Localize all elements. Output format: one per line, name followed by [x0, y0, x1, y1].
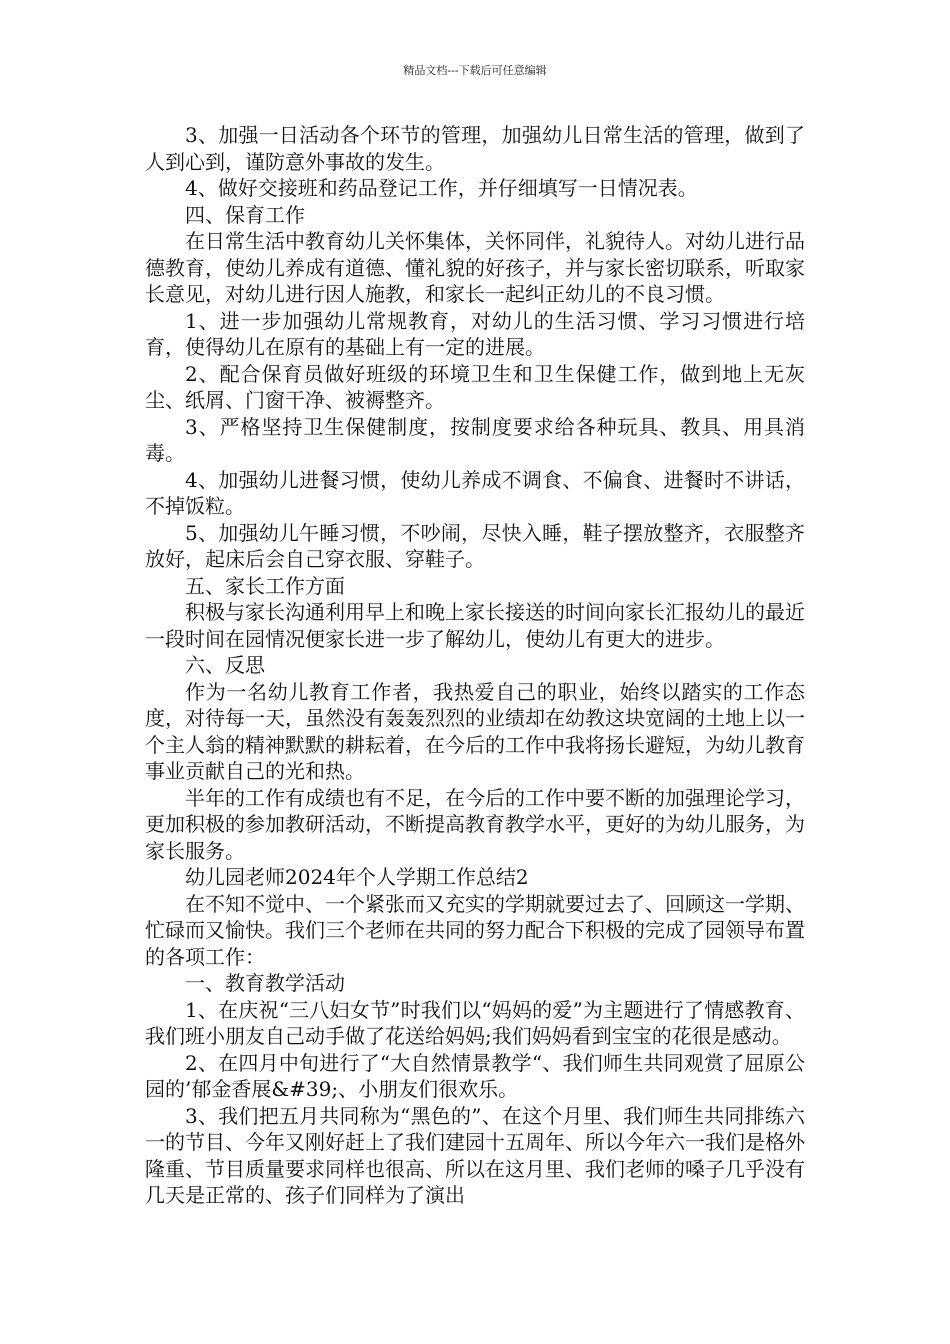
- section-heading: 一、教育教学活动: [185, 971, 345, 995]
- section-heading: 六、反思: [185, 653, 265, 677]
- page-header: 精品文档---下载后可任意编辑: [403, 64, 547, 77]
- paragraph: 2、在四月中旬进行了“大自然情景教学“、我们师生共同观赏了屈原公园的’郁金香展&#39;、小朋友们很欢乐。: [145, 1050, 805, 1101]
- paragraph: 1、进一步加强幼儿常规教育，对幼儿的生活习惯、学习习惯进行培育，使得幼儿在原有的基础上有一定的进展。: [145, 308, 805, 359]
- paragraph: 3、严格坚持卫生保健制度，按制度要求给各种玩具、教具、用具消毒。: [145, 414, 805, 465]
- paragraph: 积极与家长沟通利用早上和晚上家长接送的时间向家长汇报幼儿的最近一段时间在园情况便家长进一步了解幼儿，使幼儿有更大的进步。: [145, 600, 805, 651]
- paragraph: 4、加强幼儿进餐习惯，使幼儿养成不调食、不偏食、进餐时不讲话，不掉饭粒。: [145, 467, 805, 518]
- paragraph: 4、做好交接班和药品登记工作，并仔细填写一日情况表。: [185, 176, 698, 200]
- paragraph: 5、加强幼儿午睡习惯，不吵闹，尽快入睡，鞋子摆放整齐，衣服整齐放好，起床后会自己穿衣服、穿鞋子。: [145, 520, 805, 571]
- section-heading: 四、保育工作: [185, 202, 305, 227]
- paragraph: 在日常生活中教育幼儿关怀集体，关怀同伴，礼貌待人。对幼儿进行品德教育，使幼儿养成有道德、懂礼貌的好孩子，并与家长密切联系，听取家长意见，对幼儿进行因人施教，和家长一起纠正幼儿的不良习惯。: [145, 229, 805, 306]
- paragraph: 作为一名幼儿教育工作者，我热爱自己的职业，始终以踏实的工作态度，对待每一天，虽然没有轰轰烈烈的业绩却在幼教这块宽阔的土地上以一个主人翁的精神默默的耕耘着，在今后的工作中我将扬长避短，为幼儿教育事业贡献自己的光和热。: [145, 679, 805, 783]
- paragraph: 3、我们把五月共同称为“黑色的”、在这个月里、我们师生共同排练六一的节目、今年又刚好赶上了我们建园十五周年、所以今年六一我们是格外隆重、节目质量要求同样也很高、所以在这月里、我们老师的嗓子几乎没有几天是正常的、孩子们同样为了演出: [145, 1103, 805, 1207]
- paragraph: 在不知不觉中、一个紧张而又充实的学期就要过去了、回顾这一学期、忙碌而又愉快。我们三个老师在共同的努力配合下积极的完成了园领导布置的各项工作：: [145, 891, 805, 969]
- paragraph: 半年的工作有成绩也有不足，在今后的工作中要不断的加强理论学习，更加积极的参加教研活动，不断提高教育教学水平，更好的为幼儿服务，为家长服务。: [145, 785, 805, 863]
- paragraph: 2、配合保育员做好班级的环境卫生和卫生保健工作，做到地上无灰尘、纸屑、门窗干净、被褥整齐。: [145, 361, 805, 412]
- document-subtitle: 幼儿园老师2024年个人学期工作总结2: [185, 865, 529, 889]
- paragraph: 1、在庆祝“三八妇女节”时我们以“妈妈的爱”为主题进行了情感教育、我们班小朋友自己动手做了花送给妈妈;我们妈妈看到宝宝的花很是感动。: [145, 997, 805, 1048]
- paragraph: 3、加强一日活动各个环节的管理，加强幼儿日常生活的管理，做到了人到心到，谨防意外事故的发生。: [145, 123, 805, 174]
- document-body: [145, 122, 805, 1209]
- section-heading: 五、家长工作方面: [185, 573, 345, 598]
